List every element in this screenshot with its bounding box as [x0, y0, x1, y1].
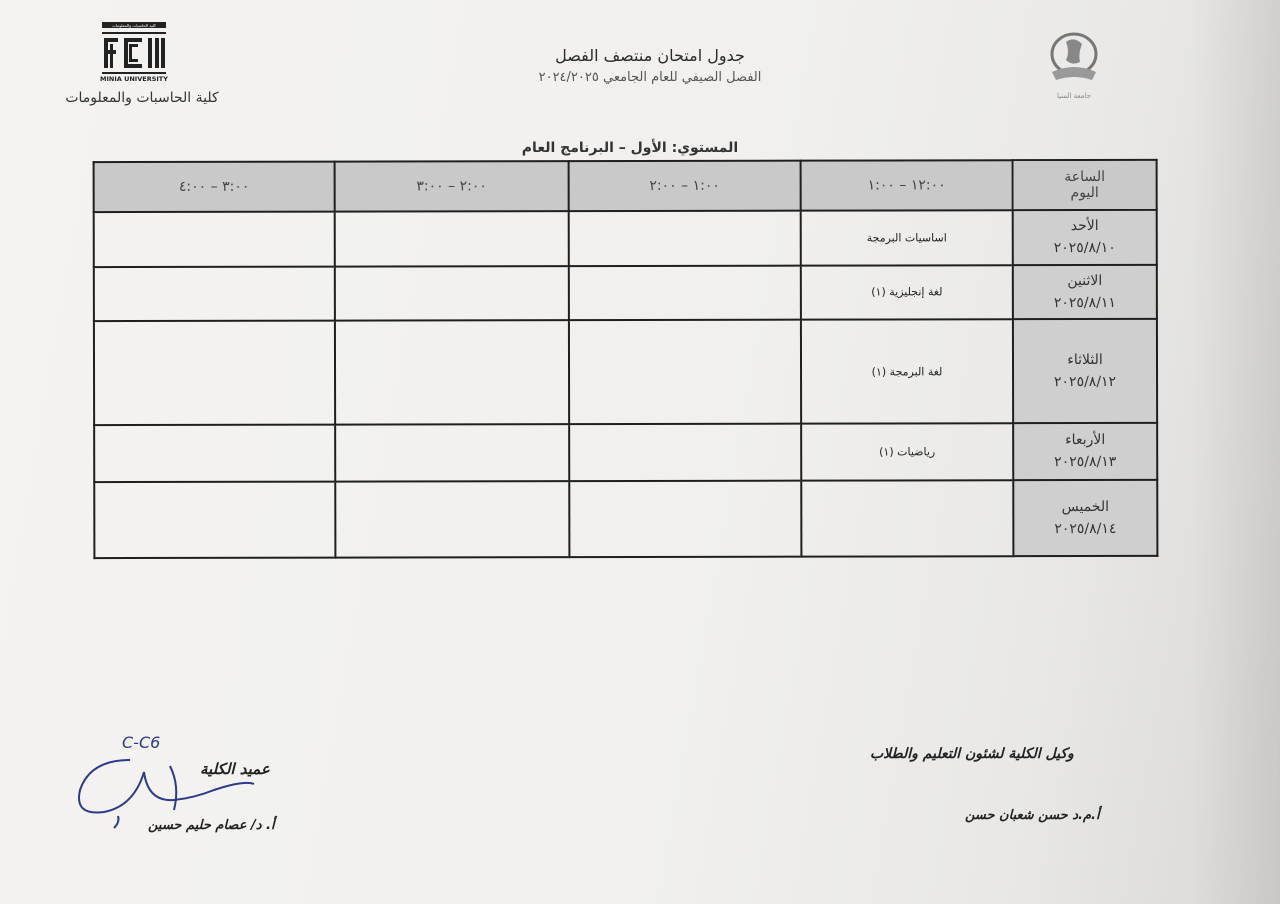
exam-schedule-table: [93, 159, 1159, 559]
course-cell: [335, 424, 569, 481]
time-slot-header: ٢:٠٠ – ٣:٠٠: [335, 161, 569, 212]
course-cell: رياضيات (١): [801, 423, 1013, 480]
course-cell: [94, 425, 335, 482]
course-cell: [569, 211, 801, 266]
day-cell: [1013, 264, 1157, 319]
time-slot-header: ١:٠٠ – ٢:٠٠: [569, 161, 801, 212]
page-title: جدول امتحان منتصف الفصل: [555, 46, 745, 65]
faculty-name: كلية الحاسبات والمعلومات: [65, 90, 219, 106]
course-cell: [335, 481, 569, 558]
day-cell: [1013, 423, 1157, 480]
table-row: [94, 264, 1157, 320]
corner-header-cell: [1013, 160, 1157, 211]
svg-text:C-C6: C-C6: [122, 733, 161, 752]
day-date: ٢٠٢٥/٨/١١: [1053, 294, 1116, 311]
course-cell: [94, 320, 335, 425]
day-name: الأربعاء: [1065, 432, 1106, 449]
course-cell: [335, 266, 569, 321]
day-name: الخميس: [1061, 498, 1109, 515]
fci-logo-icon: [100, 20, 168, 84]
svg-text:كلية الحاسبات والمعلومات: كلية الحاسبات والمعلومات: [112, 23, 156, 28]
day-date: ٢٠٢٥/٨/١٢: [1053, 374, 1117, 391]
day-cell: [1013, 479, 1157, 556]
course-cell: لغة البرمجة (١): [801, 319, 1013, 424]
day-name: الاثنين: [1067, 272, 1103, 289]
table-row: [94, 319, 1157, 426]
time-slot-header: ١٢:٠٠ – ١:٠٠: [801, 160, 1013, 211]
corner-time-label: الساعة: [1064, 169, 1106, 186]
day-cell: [1013, 319, 1157, 424]
course-cell: [569, 480, 801, 557]
day-name: الثلاثاء: [1067, 352, 1103, 369]
day-date: ٢٠٢٥/٨/١٤: [1054, 520, 1117, 537]
course-cell: [569, 424, 801, 481]
course-cell: [94, 481, 335, 558]
course-cell: [569, 265, 801, 320]
dean-title: عميد الكلية: [200, 760, 270, 778]
course-cell: [801, 480, 1013, 557]
table-header-row: [94, 160, 1157, 212]
minia-university-logo-icon: [1036, 28, 1112, 108]
table-row: [94, 423, 1157, 482]
day-date: ٢٠٢٥/٨/١٠: [1053, 240, 1116, 257]
course-cell: [569, 319, 801, 424]
course-cell: [94, 212, 335, 267]
svg-text:MINIA UNIVERSITY: MINIA UNIVERSITY: [100, 75, 168, 83]
course-cell: [94, 266, 335, 321]
day-name: الأحد: [1070, 218, 1099, 235]
time-slot-header: ٣:٠٠ – ٤:٠٠: [94, 162, 335, 213]
course-cell: لغة إنجليزية (١): [801, 265, 1013, 320]
vice-dean-title: وكيل الكلية لشئون التعليم والطلاب: [870, 746, 1074, 762]
svg-text:جامعة المنيا: جامعة المنيا: [1056, 92, 1092, 100]
table-row: [94, 479, 1157, 558]
course-cell: [335, 320, 569, 425]
corner-day-label: اليوم: [1070, 185, 1099, 202]
day-cell: [1013, 210, 1157, 265]
course-cell: اساسيات البرمجة: [801, 210, 1013, 265]
page-subtitle: الفصل الصيفي للعام الجامعي ٢٠٢٤/٢٠٢٥: [538, 70, 762, 85]
dean-name: أ. د/ عصام حليم حسين: [148, 818, 275, 833]
vice-dean-name: أ.م.د حسن شعبان حسن: [965, 808, 1100, 823]
day-date: ٢٠٢٥/٨/١٣: [1054, 454, 1117, 471]
course-cell: [335, 211, 569, 266]
paper-shadow-edge: [1190, 0, 1280, 904]
level-label: المستوي: الأول – البرنامج العام: [521, 140, 739, 156]
table-row: [94, 210, 1157, 266]
